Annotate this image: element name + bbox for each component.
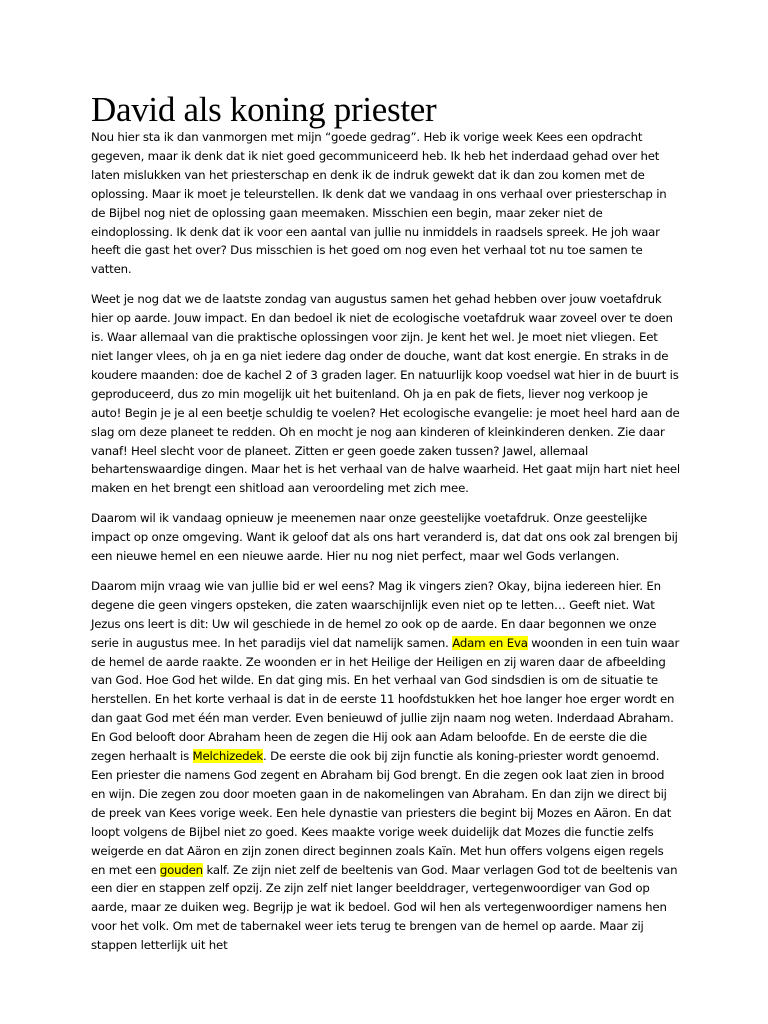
document-body [91,92,681,966]
paragraph-text: woonden in een tuin waar de hemel de aarde raakte. Ze woonden er in het Heilige der Heiligen en zij waren daar de afbeelding van God. Hoe God het wilde. En dat ging mis. En het verhaal van God sindsdien is om de situatie te herstellen. En het korte verhaal is dat in de eerste 11 hoofdstukken het hoe langer hoe erger wordt en dan gaat God met één man verder. Even benieuwd of jullie zijn naam nog weten. Inderdaad Abraham. En God belooft door Abraham heen de zegen die Hij ook aan Adam beloofde. En de eerste die die zegen herhaalt is [91,635,680,764]
highlighted-text-gouden: gouden [159,862,203,877]
document-title: David als koning priester [91,90,437,129]
highlighted-text-adam-en-eva: Adam en Eva [452,635,528,650]
paragraph-text: Daarom wil ik vandaag opnieuw je meenemen naar onze geestelijke voetafdruk. Onze geestelijke impact op onze omgeving. Want ik geloof dat als ons hart veranderd is, dat dat ons ook zal brengen bij een nieuwe hemel en een nieuwe aarde. Hier nu nog niet perfect, maar wel Gods verlangen. [91,511,678,564]
highlighted-text-melchizedek: Melchizedek [192,749,264,764]
paragraph-text: kalf. Ze zijn niet zelf de beeltenis van God. Maar verlagen God tot de beeltenis van een dier en stappen zelf opzij. Ze zijn zelf niet langer beelddrager, vertegenwoordiger van God op aarde, maar ze duiken weg. Begrijp je wat ik bedoel. God wil hen als vertegenwoordiger namens hen voor het volk. Om met de tabernakel weer iets terug te brengen van de hemel op aarde. Maar zij stappen letterlijk uit het [91,862,678,953]
paragraph-4 [91,577,681,955]
paragraph-text: Nou hier sta ik dan vanmorgen met mijn “goede gedrag”. Heb ik vorige week Kees een opdracht gegeven, maar ik denk dat ik niet goed gecommuniceerd heb. Ik heb het inderdaad gehad over het laten mislukken van het priesterschap en denk ik de indruk gewekt dat ik dan zou komen met de oplossing. Maar ik moet je teleurstellen. Ik denk dat we vandaag in ons verhaal over priesterschap in de Bijbel nog niet de oplossing gaan meemaken. Misschien een begin, maar zeker niet de eindoplossing. Ik denk dat ik voor een aantal van jullie nu inmiddels in raadsels spreek. He joh waar heeft die gast het over? Dus misschien is het goed om nog even het verhaal tot nu toe samen te vatten. [91,130,667,277]
paragraph-text: . De eerste die ook bij zijn functie als koning-priester wordt genoemd. Een priester die namens God zegent en Abraham bij God brengt. En die zegen ook laat zien in brood en wijn. Die zegen zou door moeten gaan in de nakomelingen van Abraham. En dan zijn we direct bij de preek van Kees vorige week. Een hele dynastie van priesters die begint bij Mozes en Aäron. En dat loopt volgens de Bijbel niet zo goed. Kees maakte vorige week duidelijk dat Mozes die functie zelfs weigerde en dat Aäron en zijn zonen direct beginnen zoals Kaïn. Met hun offers volgens eigen regels en met een [91,749,672,877]
paragraph-1 [91,128,681,279]
paragraph-text: Weet je nog dat we de laatste zondag van augustus samen het gehad hebben over jouw voetafdruk hier op aarde. Jouw impact. En dan bedoel ik niet de ecologische voetafdruk waar zoveel over te doen is. Waar allemaal van die praktische oplossingen voor zijn. Je kent het wel. Je moet niet vliegen. Eet niet langer vlees, oh ja en ga niet iedere dag onder de douche, want dat kost energie. En straks in de koudere maanden: doe de kachel 2 of 3 graden lager. En natuurlijk koop voedsel wat hier in de buurt is geproduceerd, dus zo min mogelijk uit het buitenland. Oh ja en pak de fiets, liever nog verkoop je auto! Begin je je al een beetje schuldig te voelen? Het ecologische evangelie: je moet heel hard aan de slag om deze planeet te redden. Oh en mocht je nog aan kinderen of kleinkinderen denken. Zie daar vanaf! Heel slecht voor de planeet. Zitten er geen goede zaken tussen? Jawel, allemaal behartenswaardige dingen. Maar het is het verhaal van de halve waarheid. Het gaat mijn hart niet heel maken en het brengt een shitload aan veroordeling met zich mee. [91,292,680,496]
paragraph-text: Daarom mijn vraag wie van jullie bid er wel eens? Mag ik vingers zien? Okay, bijna iedereen hier. En degene die geen vingers opsteken, die zaten waarschijnlijk even niet op te letten… Geeft niet. Wat Jezus ons leert is dit: Uw wil geschiede in de hemel zo ook op de aarde. En daar begonnen we onze serie in augustus mee. In het paradijs viel dat namelijk samen. [91,578,661,650]
paragraph-3 [91,509,681,566]
paragraph-2 [91,290,681,498]
